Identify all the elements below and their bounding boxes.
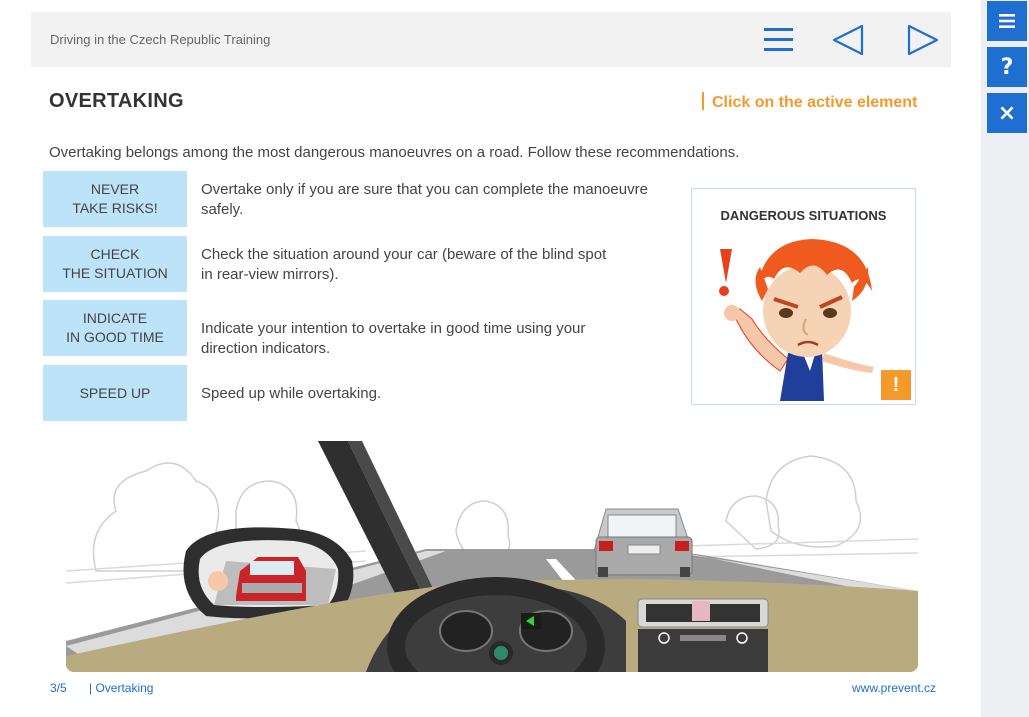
- recommendation-text: Speed up while overtaking.: [201, 385, 382, 402]
- next-icon[interactable]: [907, 24, 939, 56]
- recommendation-text: Indicate your intention to overtake in good time using your direction indicators.: [201, 320, 586, 357]
- instruction-hint: Click on the active element: [702, 92, 917, 112]
- section-name: | Overtaking: [89, 681, 154, 695]
- recommendation-text: Check the situation around your car (beware of the blind spot in rear-view mirrors).: [201, 246, 607, 283]
- close-button[interactable]: [987, 93, 1027, 133]
- warning-icon[interactable]: !: [881, 370, 911, 400]
- dangerous-situations-title: DANGEROUS SITUATIONS: [720, 208, 887, 223]
- overtaking-scene-illustration: [66, 441, 918, 672]
- header-bar: [31, 12, 951, 67]
- indicate-button[interactable]: INDICATE IN GOOD TIME: [43, 300, 187, 356]
- site-link[interactable]: www.prevent.cz: [852, 681, 937, 695]
- page-counter: 3/5: [50, 681, 67, 695]
- course-title: Driving in the Czech Republic Training: [50, 32, 271, 47]
- page-title: OVERTAKING: [49, 90, 184, 112]
- help-icon: ?: [1000, 54, 1014, 80]
- recommendation-text: Overtake only if you are sure that you can complete the manoeuvre safely.: [201, 181, 648, 218]
- menu-icon[interactable]: [764, 27, 793, 53]
- close-icon: ×: [997, 100, 1017, 126]
- angry-boy-illustration: [702, 231, 902, 401]
- intro-text: Overtaking belongs among the most dangerous manoeuvres on a road. Follow these recommendations.: [49, 144, 740, 161]
- never-take-risks-button[interactable]: NEVER TAKE RISKS!: [43, 171, 187, 227]
- side-menu-icon: [998, 13, 1016, 29]
- side-menu-button[interactable]: [987, 1, 1027, 41]
- help-button[interactable]: [987, 47, 1027, 87]
- dangerous-situations-card[interactable]: [691, 188, 916, 405]
- previous-icon[interactable]: [832, 24, 864, 56]
- speed-up-button[interactable]: SPEED UP: [43, 365, 187, 421]
- check-situation-button[interactable]: CHECK THE SITUATION: [43, 236, 187, 292]
